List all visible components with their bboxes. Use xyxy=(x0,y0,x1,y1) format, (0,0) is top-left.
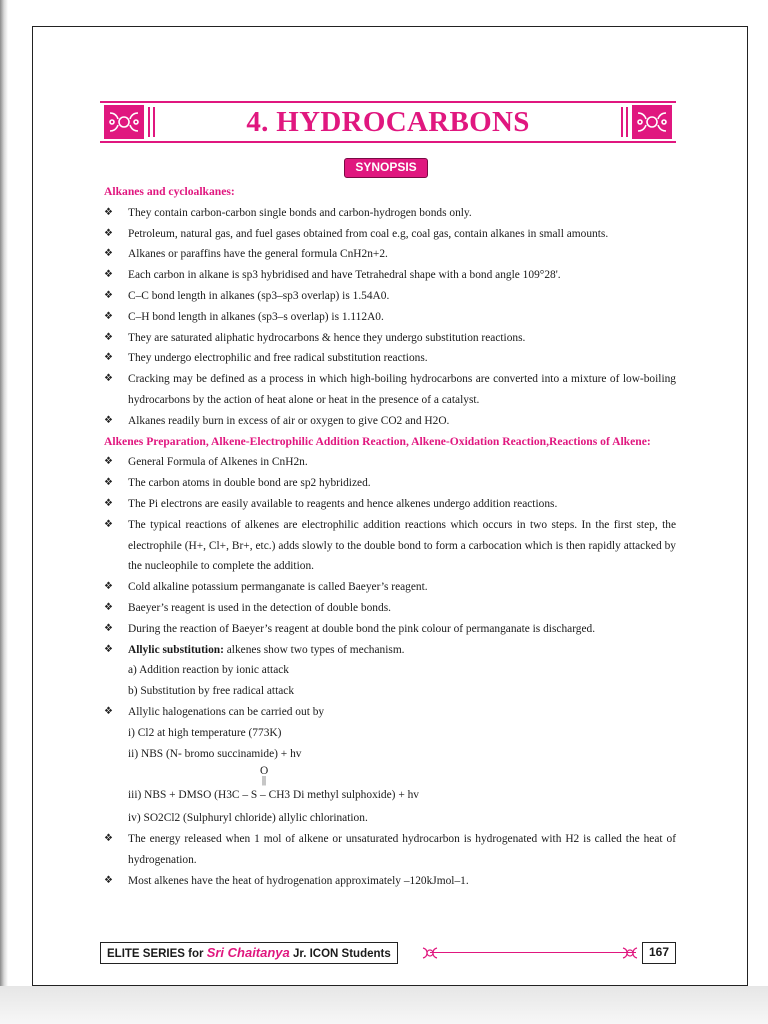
list-item: ❖ Alkanes or paraffins have the general formula CnH2n+2. xyxy=(104,248,388,261)
sub-item: i) Cl2 at high temperature (773K) xyxy=(128,726,282,739)
floral-ornament-icon xyxy=(632,105,672,139)
section-heading: Alkanes and cycloalkanes: xyxy=(104,185,235,198)
list-item: ❖ The typical reactions of alkenes are electrophilic addition reactions which occurs in two steps. In the first step, the electrophile (H+, Cl+, Br+, etc.) adds slowly to the double bond to form a carbocation which is then rapidly attacked by the nucleophile to complete the addition. xyxy=(104,518,676,573)
list-item: ❖ General Formula of Alkenes in CnH2n. xyxy=(104,456,308,469)
list-item: ❖ Petroleum, natural gas, and fuel gases obtained from coal e.g, coal gas, contain alkanes in small amounts. xyxy=(104,227,609,240)
sub-item: b) Substitution by free radical attack xyxy=(128,685,295,698)
footer-rule xyxy=(430,952,636,953)
page-number: 167 xyxy=(642,942,676,964)
list-item: ❖ During the reaction of Baeyer’s reagent at double bond the pink colour of permanganate is discharged. xyxy=(104,622,596,635)
chapter-banner xyxy=(100,101,676,143)
oxygen-atom: O xyxy=(260,765,269,778)
list-item: ❖ Most alkenes have the heat of hydrogenation approximately –120kJmol–1. xyxy=(104,874,469,887)
allylic-label: Allylic substitution: xyxy=(128,643,224,656)
brand-name: Sri Chaitanya xyxy=(206,945,290,960)
list-item: ❖ The Pi electrons are easily available to reagents and hence alkenes undergo addition reactions. xyxy=(104,497,558,510)
list-item: ❖ Cold alkaline potassium permanganate is called Baeyer’s reagent. xyxy=(104,581,428,594)
list-item: ❖ Baeyer’s reagent is used in the detection of double bonds. xyxy=(104,601,391,614)
list-item: ❖ They contain carbon-carbon single bonds and carbon-hydrogen bonds only. xyxy=(104,206,472,219)
list-item: ❖ Cracking may be defined as a process in which high-boiling hydrocarbons are converted into a mixture of low-boiling hydrocarbons by the action of heat alone or heat in the presence of a catalyst. xyxy=(104,373,676,406)
list-item: ❖ The carbon atoms in double bond are sp2 hybridized. xyxy=(104,477,371,490)
page-footer xyxy=(100,942,676,964)
series-label: ELITE SERIES for Sri Chaitanya Jr. ICON Students xyxy=(100,942,398,964)
list-item: ❖ They are saturated aliphatic hydrocarbons & hence they undergo substitution reactions. xyxy=(104,331,526,344)
floral-ornament-icon xyxy=(422,945,438,961)
double-bond: || xyxy=(262,775,267,787)
list-item: ❖ They undergo electrophilic and free radical substitution reactions. xyxy=(104,352,428,365)
list-item: ❖ Alkanes readily burn in excess of air or oxygen to give CO2 and H2O. xyxy=(104,414,450,427)
chapter-title: 4. HYDROCARBONS xyxy=(246,106,530,138)
sub-item: a) Addition reaction by ionic attack xyxy=(128,664,289,677)
list-item: ❖ C–C bond length in alkanes (sp3–sp3 overlap) is 1.54A0. xyxy=(104,289,390,302)
synopsis-content xyxy=(104,182,676,892)
list-item: ❖ Allylic substitution: alkenes show two types of mechanism. xyxy=(104,643,405,656)
list-item: ❖ Allylic halogenations can be carried out by xyxy=(104,705,325,718)
list-item: ❖ Each carbon in alkane is sp3 hybridised and have Tetrahedral shape with a bond angle 109°28'. xyxy=(104,269,561,282)
list-item: ❖ C–H bond length in alkanes (sp3–s overlap) is 1.112A0. xyxy=(104,310,384,323)
section-heading: Alkenes Preparation, Alkene-Electrophilic Addition Reaction, Alkene-Oxidation Reaction,Reactions of Alkene: xyxy=(104,434,651,448)
floral-ornament-icon xyxy=(622,945,638,961)
page-bottom-shadow xyxy=(0,986,768,1024)
sub-item: iv) SO2Cl2 (Sulphuryl chloride) allylic chlorination. xyxy=(128,812,368,825)
page-edge-shadow xyxy=(0,0,8,1024)
sub-item: iii) NBS + DMSO (H3C – S – CH3 Di methyl sulphoxide) + hv xyxy=(128,789,419,802)
synopsis-badge: SYNOPSIS xyxy=(344,158,428,178)
list-item: ❖ The energy released when 1 mol of alkene or unsaturated hydrocarbon is hydrogenated with H2 is called the heat of hydrogenation. xyxy=(104,833,676,866)
sub-item: ii) NBS (N- bromo succinamide) + hv xyxy=(128,747,302,760)
dmso-structure xyxy=(104,764,676,808)
